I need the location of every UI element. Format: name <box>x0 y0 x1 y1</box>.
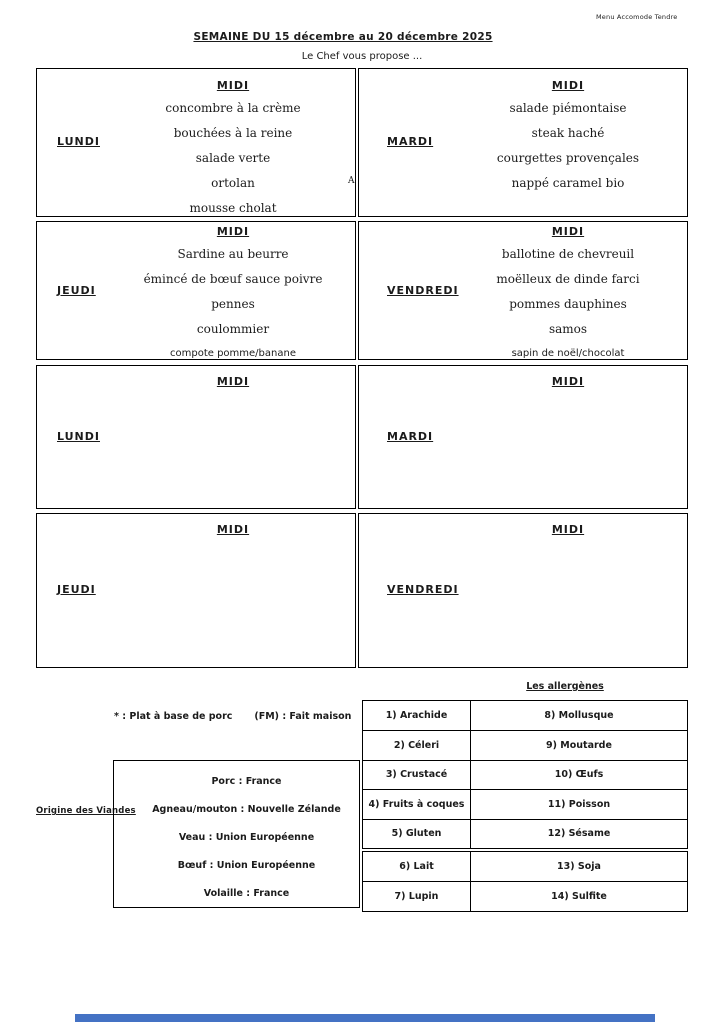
corner-note: Menu Accomode Tendre <box>596 13 678 21</box>
meal-label-midi: MIDI <box>551 225 585 238</box>
page-title: SEMAINE DU 15 décembre au 20 décembre 2025 <box>193 31 493 43</box>
menu-box-jeudi-week1 <box>36 221 356 360</box>
meal-label-midi: MIDI <box>551 523 585 536</box>
menu-item: pommes dauphines <box>509 296 627 311</box>
menu-content <box>111 222 355 366</box>
menu-content <box>449 366 687 391</box>
allergen-cell: 1) Arachide <box>363 701 471 730</box>
day-label-vendredi: VENDREDI <box>387 283 459 297</box>
menu-content <box>111 366 355 391</box>
day-label-vendredi: VENDREDI <box>387 582 459 596</box>
day-label-mardi: MARDI <box>387 429 434 443</box>
menu-content <box>449 222 687 366</box>
meal-label-midi: MIDI <box>216 375 250 388</box>
allergen-row <box>363 701 687 730</box>
menu-content <box>111 69 355 220</box>
day-label-jeudi: JEUDI <box>57 582 96 596</box>
menu-box-lundi-week1 <box>36 68 356 217</box>
allergen-cell: 9) Moutarde <box>546 740 612 752</box>
allergen-cell: 11) Poisson <box>547 798 611 810</box>
menu-box-mardi-week2 <box>358 365 688 509</box>
menu-item: Sardine au beurre <box>177 246 289 261</box>
allergen-row <box>363 819 687 848</box>
menu-item: steak haché <box>531 125 605 140</box>
meal-label-midi: MIDI <box>216 523 250 536</box>
footer-accent-bar <box>75 1014 655 1022</box>
allergen-cell: 10) Œufs <box>554 769 604 781</box>
origin-line-lamb: Agneau/mouton : Nouvelle Zélande <box>152 803 341 815</box>
legend-homemade: (FM) : Fait maison <box>254 711 352 722</box>
menu-item: samos <box>548 321 588 336</box>
menu-box-vendredi-week2 <box>358 513 688 668</box>
menu-box-jeudi-week2 <box>36 513 356 668</box>
meal-label-midi: MIDI <box>216 79 250 92</box>
menu-box-lundi-week2 <box>36 365 356 509</box>
meal-label-midi: MIDI <box>551 375 585 388</box>
origin-line-pork: Porc : France <box>211 775 282 787</box>
day-label-mardi: MARDI <box>387 135 434 149</box>
origin-line-beef: Bœuf : Union Européenne <box>177 859 316 871</box>
day-label-lundi: LUNDI <box>57 429 100 443</box>
menu-content <box>449 69 687 195</box>
menu-content <box>449 514 687 539</box>
menu-item-homemade: compote pomme/banane <box>170 348 296 359</box>
menu-item: mousse cholat <box>189 200 277 215</box>
origin-box <box>113 760 360 908</box>
stray-mark: A <box>348 176 355 186</box>
legend-pork: * : Plat à base de porc <box>114 711 233 722</box>
menu-item: ballotine de chevreuil <box>501 246 635 261</box>
menu-item-homemade: sapin de noël/chocolat <box>511 348 625 359</box>
legend <box>114 711 351 722</box>
allergen-cell: 4) Fruits à coques <box>363 790 471 818</box>
allergen-row <box>363 789 687 818</box>
allergens-table-top <box>362 700 688 849</box>
origin-label: Origine des Viandes <box>36 806 136 816</box>
allergen-cell: 6) Lait <box>363 852 471 881</box>
menu-item: concombre à la crème <box>165 100 301 115</box>
day-label-lundi: LUNDI <box>57 135 100 149</box>
menu-box-mardi-week1 <box>358 68 688 217</box>
origin-line-poultry: Volaille : France <box>203 887 290 899</box>
allergen-cell: 13) Soja <box>557 861 601 873</box>
allergens-title: Les allergènes <box>526 681 604 692</box>
allergen-cell: 2) Céleri <box>363 731 471 759</box>
menu-item: courgettes provençales <box>496 150 640 165</box>
menu-item: moëlleux de dinde farci <box>496 271 640 286</box>
allergen-cell: 8) Mollusque <box>544 710 614 722</box>
allergen-row <box>363 852 687 881</box>
origin-line-veal: Veau : Union Européenne <box>178 831 315 843</box>
menu-item: nappé caramel bio <box>511 175 625 190</box>
menu-item: pennes <box>211 296 255 311</box>
allergen-row <box>363 881 687 910</box>
allergen-cell: 12) Sésame <box>547 828 611 840</box>
allergen-cell: 7) Lupin <box>363 882 471 910</box>
menu-content <box>111 514 355 539</box>
allergen-row <box>363 730 687 759</box>
menu-item: salade piémontaise <box>509 100 627 115</box>
menu-box-vendredi-week1 <box>358 221 688 360</box>
allergen-row <box>363 760 687 789</box>
allergens-table-bottom <box>362 851 688 912</box>
menu-item: salade verte <box>195 150 271 165</box>
page-subtitle: Le Chef vous propose ... <box>301 51 423 62</box>
menu-item: ortolan <box>211 175 255 190</box>
day-label-jeudi: JEUDI <box>57 283 96 297</box>
allergen-cell: 5) Gluten <box>363 820 471 848</box>
meal-label-midi: MIDI <box>551 79 585 92</box>
allergen-cell: 14) Sulfite <box>551 891 607 903</box>
menu-item: émincé de bœuf sauce poivre <box>143 271 323 286</box>
menu-item: coulommier <box>196 321 270 336</box>
menu-item: bouchées à la reine <box>173 125 293 140</box>
meal-label-midi: MIDI <box>216 225 250 238</box>
allergen-cell: 3) Crustacé <box>363 761 471 789</box>
